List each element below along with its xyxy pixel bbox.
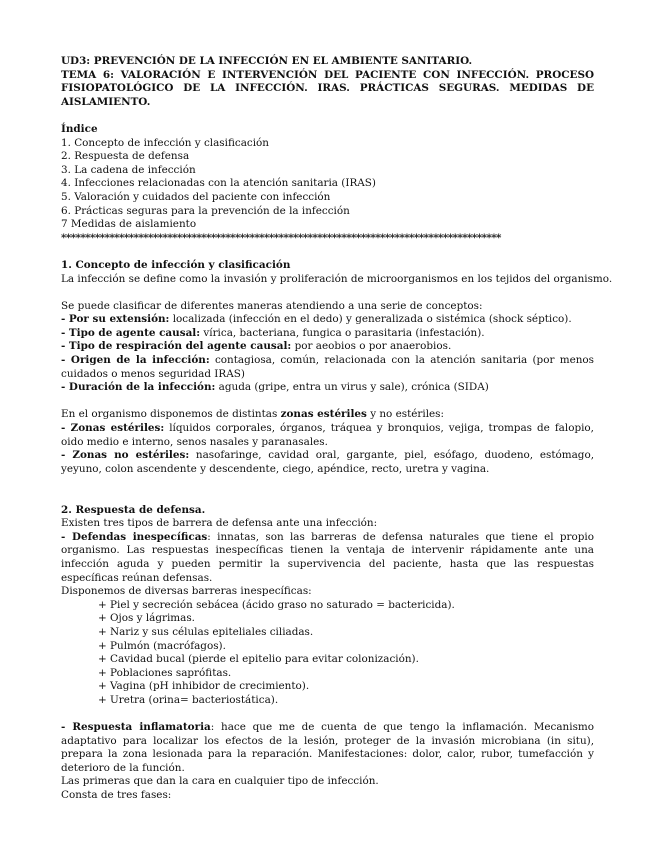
infection-definition: La infección se define como la invasión y proliferación de microorganismos en los tejidos del organismo. bbox=[61, 272, 613, 285]
index-item: 1. Concepto de infección y clasificación bbox=[61, 136, 269, 149]
nonspecific-text: : innatas, son las barreras de defensa naturales que tiene el propio organismo. Las respuestas inespecíficas tienen la ventaja de intervenir rápidamente ante una infección aguda y pueden permitir la supervivencia del paciente, hasta que las respuestas específicas reúnan defensas. bbox=[61, 530, 595, 584]
inflammatory-text: : hace que me de cuenta de que tengo la inflamación. Mecanismo adaptativo para localizar los efectos de la lesión, proteger de la invasión microbiana (in situ), prepara la zona lesionada para la reparación. Manifestaciones: dolor, calor, rubor, tumefacción y deterioro de la función. bbox=[61, 721, 595, 774]
section-2-title: 2. Respuesta de defensa. bbox=[61, 503, 206, 516]
barrier-item: + Nariz y sus células epiteliales ciliadas. bbox=[98, 625, 314, 638]
zone-text: líquidos corporales, órganos, tráquea y bronquios, vejiga, trompas de falopio, oido medio e interno, senos nasales y paranasales. bbox=[61, 422, 594, 448]
barrier-item: + Piel y secreción sebácea (ácido graso no saturado = bactericida). bbox=[98, 598, 455, 611]
barrier-item: + Cavidad bucal (pierde el epitelio para evitar colonización). bbox=[98, 653, 419, 666]
document-page bbox=[61, 55, 613, 803]
zones-intro-b: zonas estériles bbox=[280, 408, 367, 421]
inflammatory-response bbox=[61, 721, 594, 775]
index-item: 5. Valoración y cuidados del paciente con infección bbox=[61, 190, 331, 203]
phases-intro: Consta de tres fases: bbox=[61, 789, 172, 802]
nonspecific-label: - Defendas inespecíficas bbox=[61, 530, 208, 543]
separator: ******************************************************************************************* bbox=[61, 231, 501, 244]
barrier-item: + Vagina (pH inhibidor de crecimiento). bbox=[98, 680, 310, 693]
index-list bbox=[61, 137, 594, 232]
barrier-item: + Pulmón (macrófagos). bbox=[98, 639, 226, 652]
item-text: aguda (gripe, entra un virus y sale), crónica (SIDA) bbox=[215, 381, 489, 394]
index-item: 3. La cadena de infección bbox=[61, 163, 196, 176]
classification-item bbox=[61, 327, 594, 341]
barrier-item: + Uretra (orina= bacteriostática). bbox=[98, 693, 279, 706]
item-text: contagiosa, común, relacionada con la atención sanitaria (por menos cuidados o menos seguridad IRAS) bbox=[61, 354, 594, 380]
defense-intro: Existen tres tipos de barrera de defensa ante una infección: bbox=[61, 517, 378, 530]
nonspecific-defense bbox=[61, 531, 594, 585]
zones-intro-c: y no estériles: bbox=[366, 408, 445, 421]
item-text: vírica, bacteriana, fungica o parasitaria (infestación). bbox=[200, 326, 485, 339]
section-1-title: 1. Concepto de infección y clasificación bbox=[61, 258, 291, 271]
classification-item bbox=[61, 313, 594, 327]
barrier-item: + Poblaciones saprófitas. bbox=[98, 666, 232, 679]
item-label: - Por su extensión: bbox=[61, 313, 170, 326]
index-item: 6. Prácticas seguras para la prevención de la infección bbox=[61, 204, 350, 217]
classification-item bbox=[61, 340, 594, 354]
item-text: por aeobios o por anaerobios. bbox=[291, 340, 452, 353]
zone-label: - Zonas estériles: bbox=[61, 422, 165, 435]
first-responders-note: Las primeras que dan la cara en cualquier tipo de infección. bbox=[61, 775, 379, 788]
item-label: - Tipo de respiración del agente causal: bbox=[61, 340, 292, 353]
item-label: - Tipo de agente causal: bbox=[61, 326, 201, 339]
unit-title: UD3: PREVENCIÓN DE LA INFECCIÓN EN EL AMBIENTE SANITARIO. bbox=[61, 55, 473, 67]
zone-label: - Zonas no estériles: bbox=[61, 449, 190, 462]
index-item: 4. Infecciones relacionadas con la atención sanitaria (IRAS) bbox=[61, 177, 376, 190]
zone-item bbox=[61, 449, 594, 476]
classification-item bbox=[61, 381, 594, 395]
item-text: localizada (infección en el dedo) y generalizada o sistémica (shock séptico). bbox=[169, 313, 572, 326]
zone-text: nasofaringe, cavidad oral, gargante, piel, esófago, duodeno, estómago, yeyuno, colon ascendente y descendente, ciego, apéndice, recto, uretra y vagina. bbox=[61, 449, 595, 475]
classification-item bbox=[61, 354, 594, 381]
zones-intro-a: En el organismo disponemos de distintas bbox=[61, 408, 281, 421]
barrier-list bbox=[61, 599, 594, 708]
topic-title: TEMA 6: VALORACIÓN E INTERVENCIÓN DEL PACIENTE CON INFECCIÓN. PROCESO FISIOPATOLÓGICO DE LA INFECCIÓN. IRAS. PRÁCTICAS SEGURAS. MEDIDAS DE AISLAMIENTO. bbox=[61, 68, 594, 108]
inflammatory-label: - Respuesta inflamatoria bbox=[61, 721, 211, 734]
barrier-item: + Ojos y lágrimas. bbox=[98, 612, 195, 625]
item-label: - Origen de la infección: bbox=[61, 354, 210, 367]
classification-intro: Se puede clasificar de diferentes maneras atendiendo a una serie de conceptos: bbox=[61, 299, 483, 312]
barriers-intro: Disponemos de diversas barreras inespecíficas: bbox=[61, 585, 312, 598]
index-item: 2. Respuesta de defensa bbox=[61, 150, 190, 163]
zones-intro bbox=[61, 408, 594, 422]
item-label: - Duración de la infección: bbox=[61, 381, 216, 394]
index-title: Índice bbox=[61, 122, 98, 135]
index-item: 7 Medidas de aislamiento bbox=[61, 218, 197, 231]
zone-item bbox=[61, 422, 594, 449]
